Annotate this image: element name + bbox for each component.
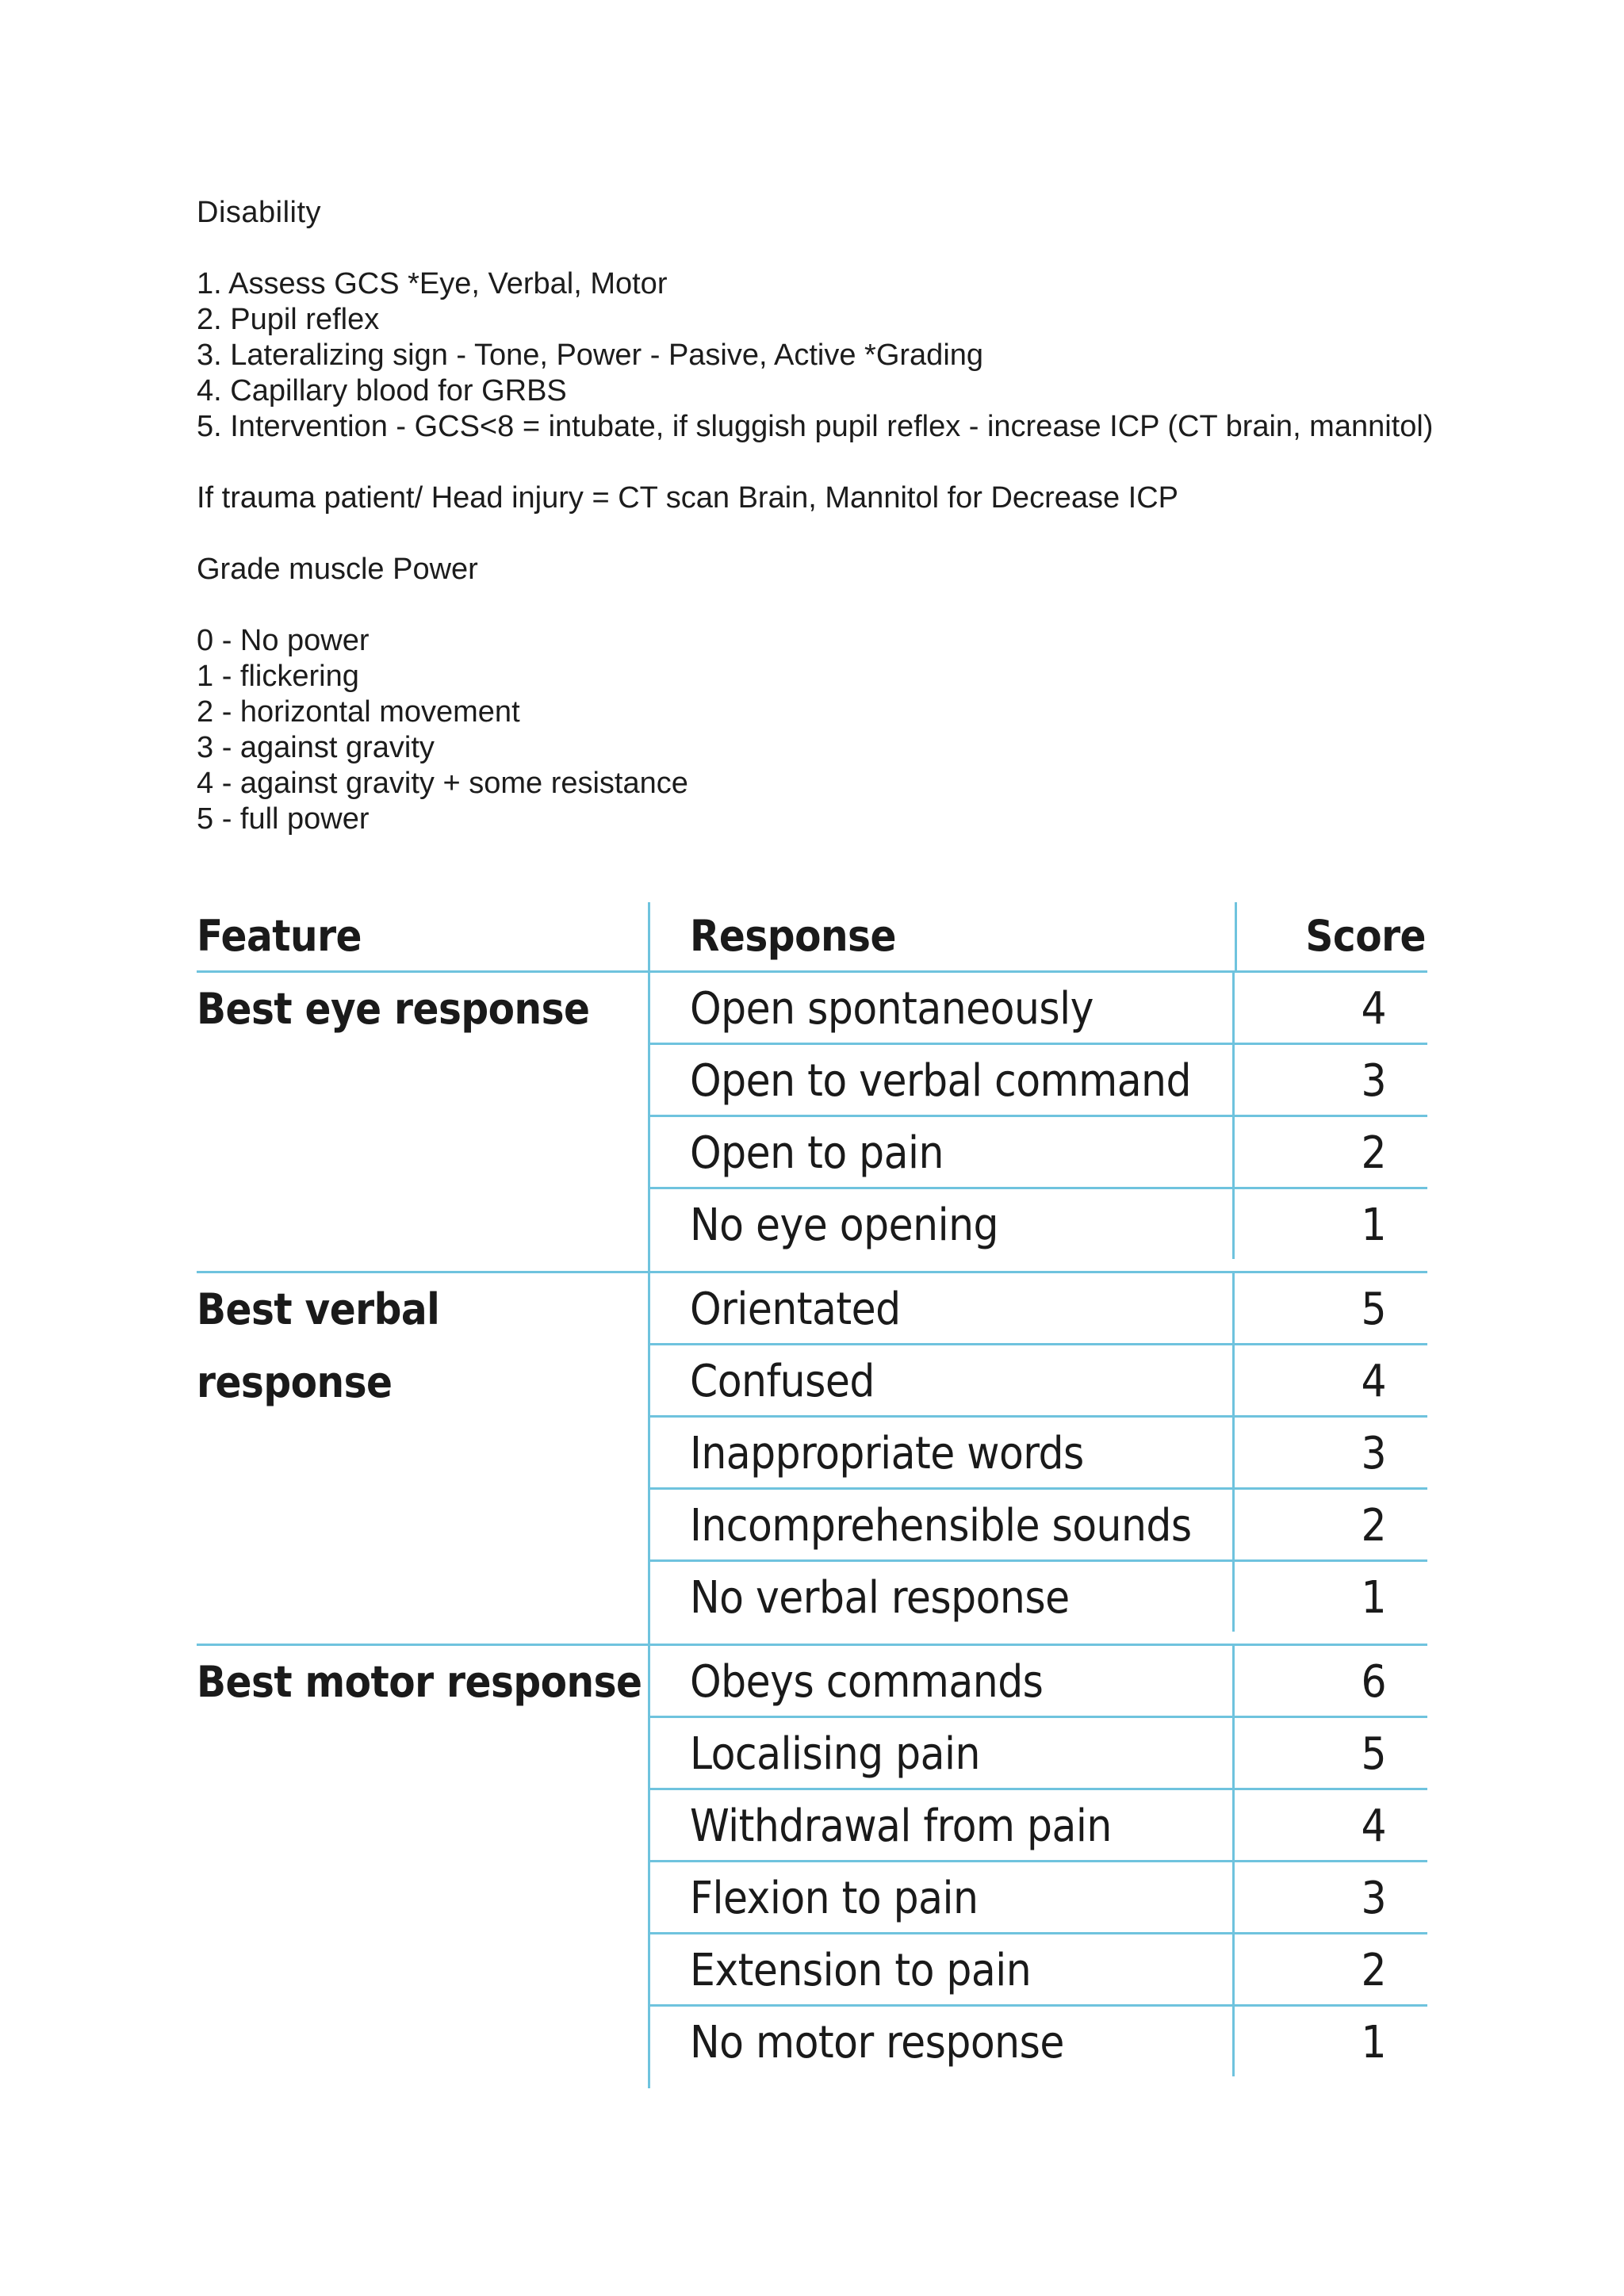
score-cell: 2 <box>1361 1945 1386 1996</box>
response-cell: Open to verbal command <box>650 1045 1235 1115</box>
grade-item: 4 - against gravity + some resistance <box>197 767 688 800</box>
response-cell: Incomprehensible sounds <box>650 1490 1235 1559</box>
table-row <box>650 973 1427 1045</box>
response-cell: Extension to pain <box>650 1934 1235 2004</box>
step-item: 3. Lateralizing sign - Tone, Power - Pasive, Active *Grading <box>197 339 984 372</box>
score-cell: 1 <box>1361 1200 1386 1251</box>
step-item: 1. Assess GCS *Eye, Verbal, Motor <box>197 267 668 300</box>
table-row <box>650 1934 1427 2007</box>
response-cell: No verbal response <box>650 1562 1235 1632</box>
table-row <box>650 2007 1427 2076</box>
grade-item: 3 - against gravity <box>197 731 435 764</box>
power-heading: Grade muscle Power <box>197 553 478 586</box>
table-row <box>650 1273 1427 1345</box>
response-cell: Inappropriate words <box>650 1418 1235 1487</box>
notes-section <box>197 195 1545 873</box>
response-cell: Obeys commands <box>650 1646 1235 1716</box>
score-cell: 5 <box>1361 1284 1386 1335</box>
response-cell: Open spontaneously <box>650 973 1235 1043</box>
response-cell: Flexion to pain <box>650 1862 1235 1932</box>
header-response: Response <box>650 902 1237 970</box>
step-item: 4. Capillary blood for GRBS <box>197 374 567 408</box>
power-grades-list <box>197 623 1545 837</box>
feature-label: Best eye response <box>197 973 650 1271</box>
response-cell: Localising pain <box>650 1718 1235 1788</box>
score-cell: 2 <box>1361 1500 1386 1552</box>
assessment-steps-list <box>197 266 1545 445</box>
response-cell: No eye opening <box>650 1189 1235 1259</box>
grade-item: 1 - flickering <box>197 660 359 693</box>
score-cell: 4 <box>1361 1800 1386 1852</box>
table-row <box>650 1646 1427 1718</box>
response-cell: Confused <box>650 1345 1235 1415</box>
table-row <box>650 1045 1427 1117</box>
gcs-table <box>197 902 1427 2088</box>
score-cell: 4 <box>1361 983 1386 1035</box>
feature-label: Best motor response <box>197 1646 650 2088</box>
response-cell: No motor response <box>650 2007 1235 2076</box>
table-row <box>650 1562 1427 1632</box>
grade-item: 5 - full power <box>197 802 370 836</box>
score-cell: 2 <box>1361 1127 1386 1179</box>
table-row <box>650 1345 1427 1418</box>
table-row <box>650 1189 1427 1259</box>
score-cell: 1 <box>1361 1572 1386 1624</box>
score-cell: 3 <box>1361 1055 1386 1107</box>
table-row <box>650 1862 1427 1934</box>
score-cell: 5 <box>1361 1728 1386 1780</box>
score-cell: 6 <box>1361 1656 1386 1708</box>
trauma-note: If trauma patient/ Head injury = CT scan Brain, Mannitol for Decrease ICP <box>197 481 1179 515</box>
table-row <box>650 1490 1427 1562</box>
feature-label: Best verbal response <box>197 1273 650 1644</box>
verbal-response-group <box>197 1273 1427 1646</box>
header-feature: Feature <box>197 902 650 970</box>
table-header-row <box>197 902 1427 973</box>
grade-item: 2 - horizontal movement <box>197 695 520 729</box>
step-item: 5. Intervention - GCS<8 = intubate, if sluggish pupil reflex - increase ICP (CT brain, mannitol) <box>197 410 1434 443</box>
header-score: Score <box>1305 911 1426 961</box>
step-item: 2. Pupil reflex <box>197 303 380 336</box>
score-cell: 3 <box>1361 1873 1386 1924</box>
score-cell: 4 <box>1361 1356 1386 1407</box>
table-row <box>650 1418 1427 1490</box>
motor-response-group <box>197 1646 1427 2088</box>
score-cell: 3 <box>1361 1428 1386 1479</box>
table-row <box>650 1117 1427 1189</box>
response-cell: Withdrawal from pain <box>650 1790 1235 1860</box>
eye-response-group <box>197 973 1427 1273</box>
response-cell: Orientated <box>650 1273 1235 1343</box>
table-row <box>650 1790 1427 1862</box>
section-heading: Disability <box>197 196 322 229</box>
table-row <box>650 1718 1427 1790</box>
grade-item: 0 - No power <box>197 624 370 657</box>
score-cell: 1 <box>1361 2017 1386 2068</box>
response-cell: Open to pain <box>650 1117 1235 1187</box>
